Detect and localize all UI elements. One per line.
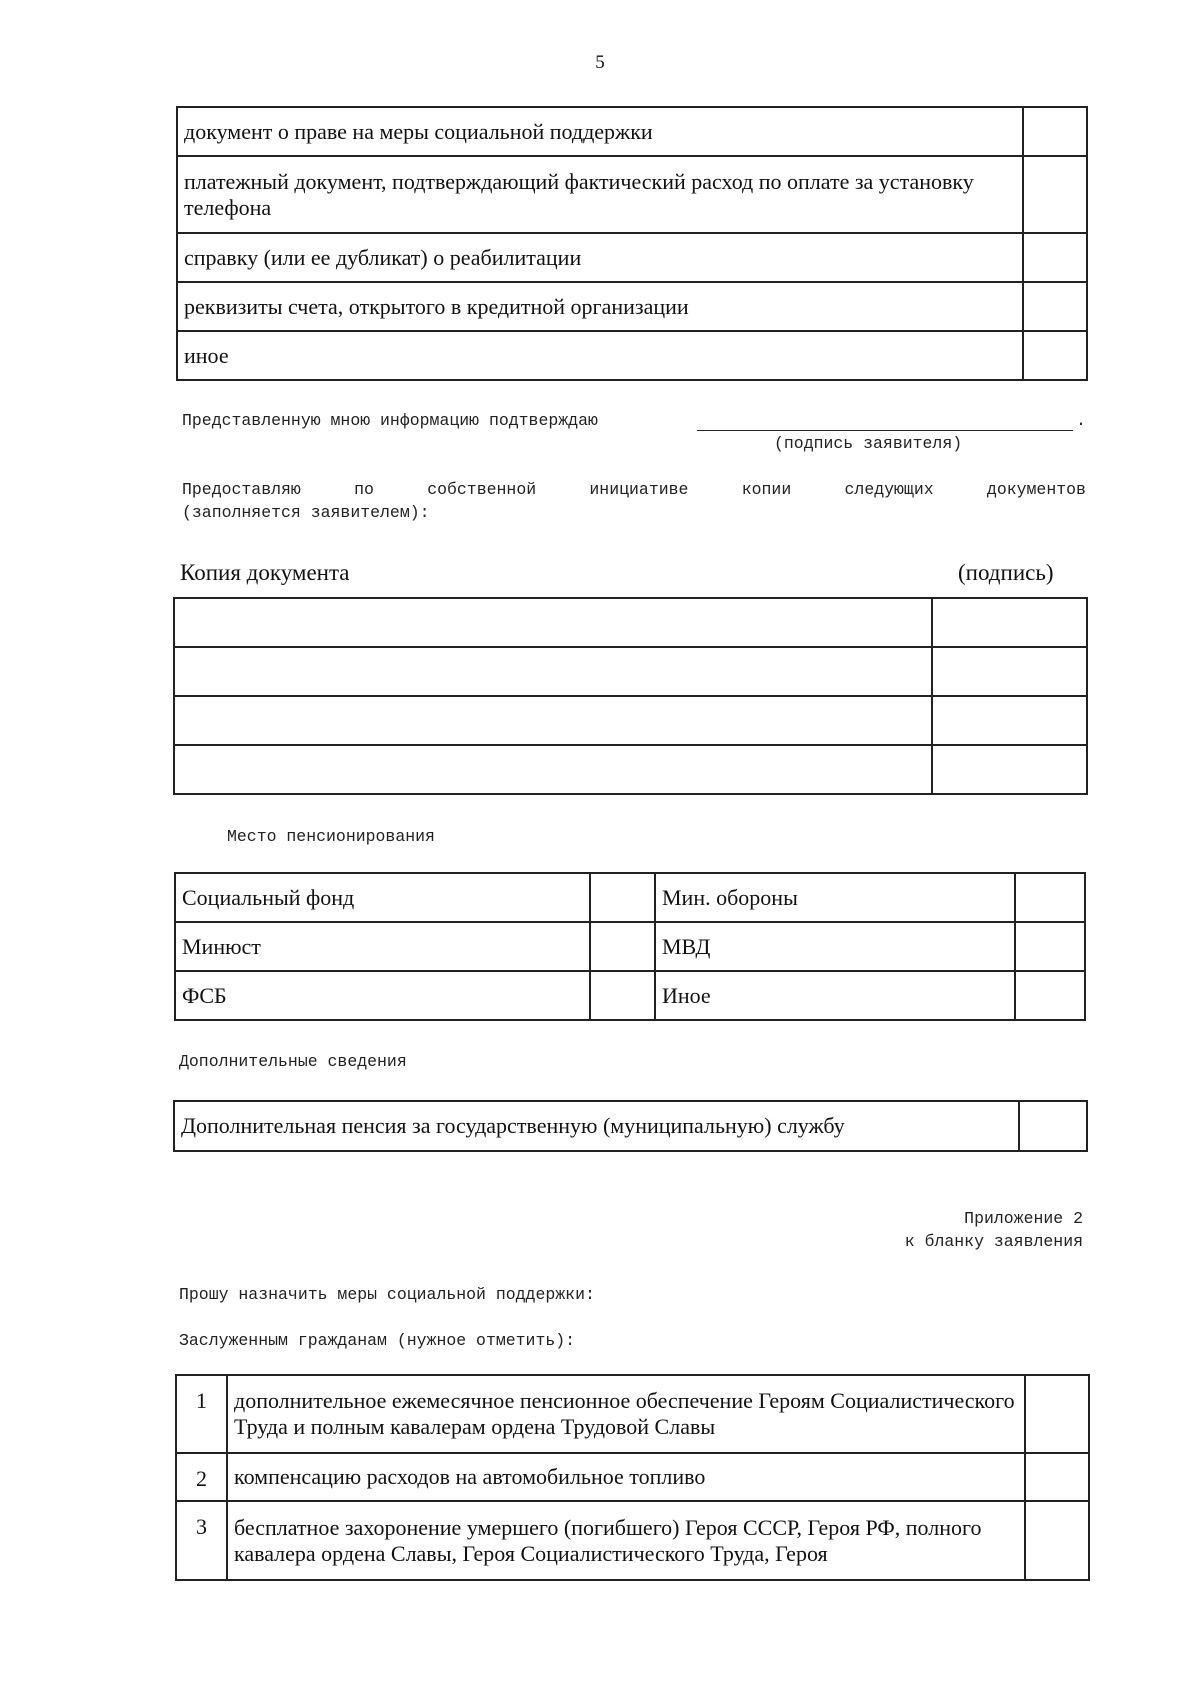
applicant-signature-line[interactable] <box>697 413 1073 431</box>
copy-name-cell[interactable] <box>174 647 932 696</box>
voluntary-word: инициативе <box>589 480 689 499</box>
pension-checkbox[interactable] <box>590 873 655 922</box>
measure-checkbox[interactable] <box>1025 1375 1089 1453</box>
measure-text: дополнительное ежемесячное пенсионное обеспечение Героям Социалистического Труда и полным кавалерам ордена Трудовой Славы <box>227 1375 1025 1453</box>
voluntary-note: (заполняется заявителем): <box>182 503 430 522</box>
voluntary-word: собственной <box>427 480 537 499</box>
confirmation-trail: . <box>1076 411 1086 430</box>
document-checkbox[interactable] <box>1023 331 1087 380</box>
additional-title: Дополнительные сведения <box>179 1052 407 1071</box>
additional-checkbox[interactable] <box>1019 1101 1087 1151</box>
document-checkbox[interactable] <box>1023 282 1087 331</box>
pension-option-label: Минюст <box>175 922 590 971</box>
copy-signature-cell[interactable] <box>932 598 1087 647</box>
pension-table <box>174 872 1086 1021</box>
appendix-line2: к бланку заявления <box>904 1232 1083 1251</box>
pension-option-label: Мин. обороны <box>655 873 1015 922</box>
pension-option-label: Социальный фонд <box>175 873 590 922</box>
measure-checkbox[interactable] <box>1025 1501 1089 1580</box>
document-row-label: реквизиты счета, открытого в кредитной организации <box>177 282 1023 331</box>
document-row-label: справку (или ее дубликат) о реабилитации <box>177 233 1023 282</box>
copy-signature-cell[interactable] <box>932 647 1087 696</box>
signature-caption: (подпись заявителя) <box>774 434 963 453</box>
pension-option-label: МВД <box>655 922 1015 971</box>
document-checkbox[interactable] <box>1023 156 1087 233</box>
pension-title: Место пенсионирования <box>227 827 435 846</box>
page-number: 5 <box>595 52 605 73</box>
measure-text: компенсацию расходов на автомобильное топливо <box>227 1453 1025 1501</box>
pension-checkbox[interactable] <box>590 971 655 1020</box>
documents-table <box>176 106 1088 381</box>
measure-checkbox[interactable] <box>1025 1453 1089 1501</box>
pension-checkbox[interactable] <box>1015 922 1085 971</box>
copy-signature-cell[interactable] <box>932 696 1087 745</box>
appendix-line1: Приложение 2 <box>964 1209 1083 1228</box>
document-checkbox[interactable] <box>1023 107 1087 156</box>
copy-name-cell[interactable] <box>174 598 932 647</box>
measure-number: 3 <box>176 1501 227 1580</box>
copy-name-cell[interactable] <box>174 745 932 794</box>
additional-table <box>173 1100 1088 1152</box>
voluntary-word: копии <box>741 480 792 499</box>
measure-text: бесплатное захоронение умершего (погибшего) Героя СССР, Героя РФ, полного кавалера ордена Славы, Героя Социалистического Труда, Героя <box>227 1501 1025 1580</box>
voluntary-word: Предоставляю <box>182 480 301 499</box>
copy-signature-cell[interactable] <box>932 745 1087 794</box>
document-row-label: иное <box>177 331 1023 380</box>
pension-option-label: ФСБ <box>175 971 590 1020</box>
voluntary-word: документов <box>986 480 1086 499</box>
measures-table <box>175 1374 1090 1581</box>
document-row-label: документ о праве на меры социальной поддержки <box>177 107 1023 156</box>
measure-number: 2 <box>176 1453 227 1501</box>
copies-table <box>173 597 1088 795</box>
voluntary-line <box>182 480 1086 499</box>
request-line2: Заслуженным гражданам (нужное отметить): <box>179 1331 576 1350</box>
document-row-label: платежный документ, подтверждающий фактический расход по оплате за установку телефона <box>177 156 1023 233</box>
copies-header-right: (подпись) <box>958 560 1054 585</box>
pension-checkbox[interactable] <box>1015 971 1085 1020</box>
pension-checkbox[interactable] <box>1015 873 1085 922</box>
confirmation-text: Представленную мною информацию подтверждаю <box>182 411 598 430</box>
voluntary-word: следующих <box>844 480 934 499</box>
pension-option-label: Иное <box>655 971 1015 1020</box>
request-line1: Прошу назначить меры социальной поддержки: <box>179 1285 595 1304</box>
voluntary-word: по <box>354 480 374 499</box>
pension-checkbox[interactable] <box>590 922 655 971</box>
copies-header-left: Копия документа <box>180 560 350 585</box>
additional-item-label: Дополнительная пенсия за государственную (муниципальную) службу <box>174 1101 1019 1151</box>
copy-name-cell[interactable] <box>174 696 932 745</box>
measure-number: 1 <box>176 1375 227 1453</box>
document-checkbox[interactable] <box>1023 233 1087 282</box>
